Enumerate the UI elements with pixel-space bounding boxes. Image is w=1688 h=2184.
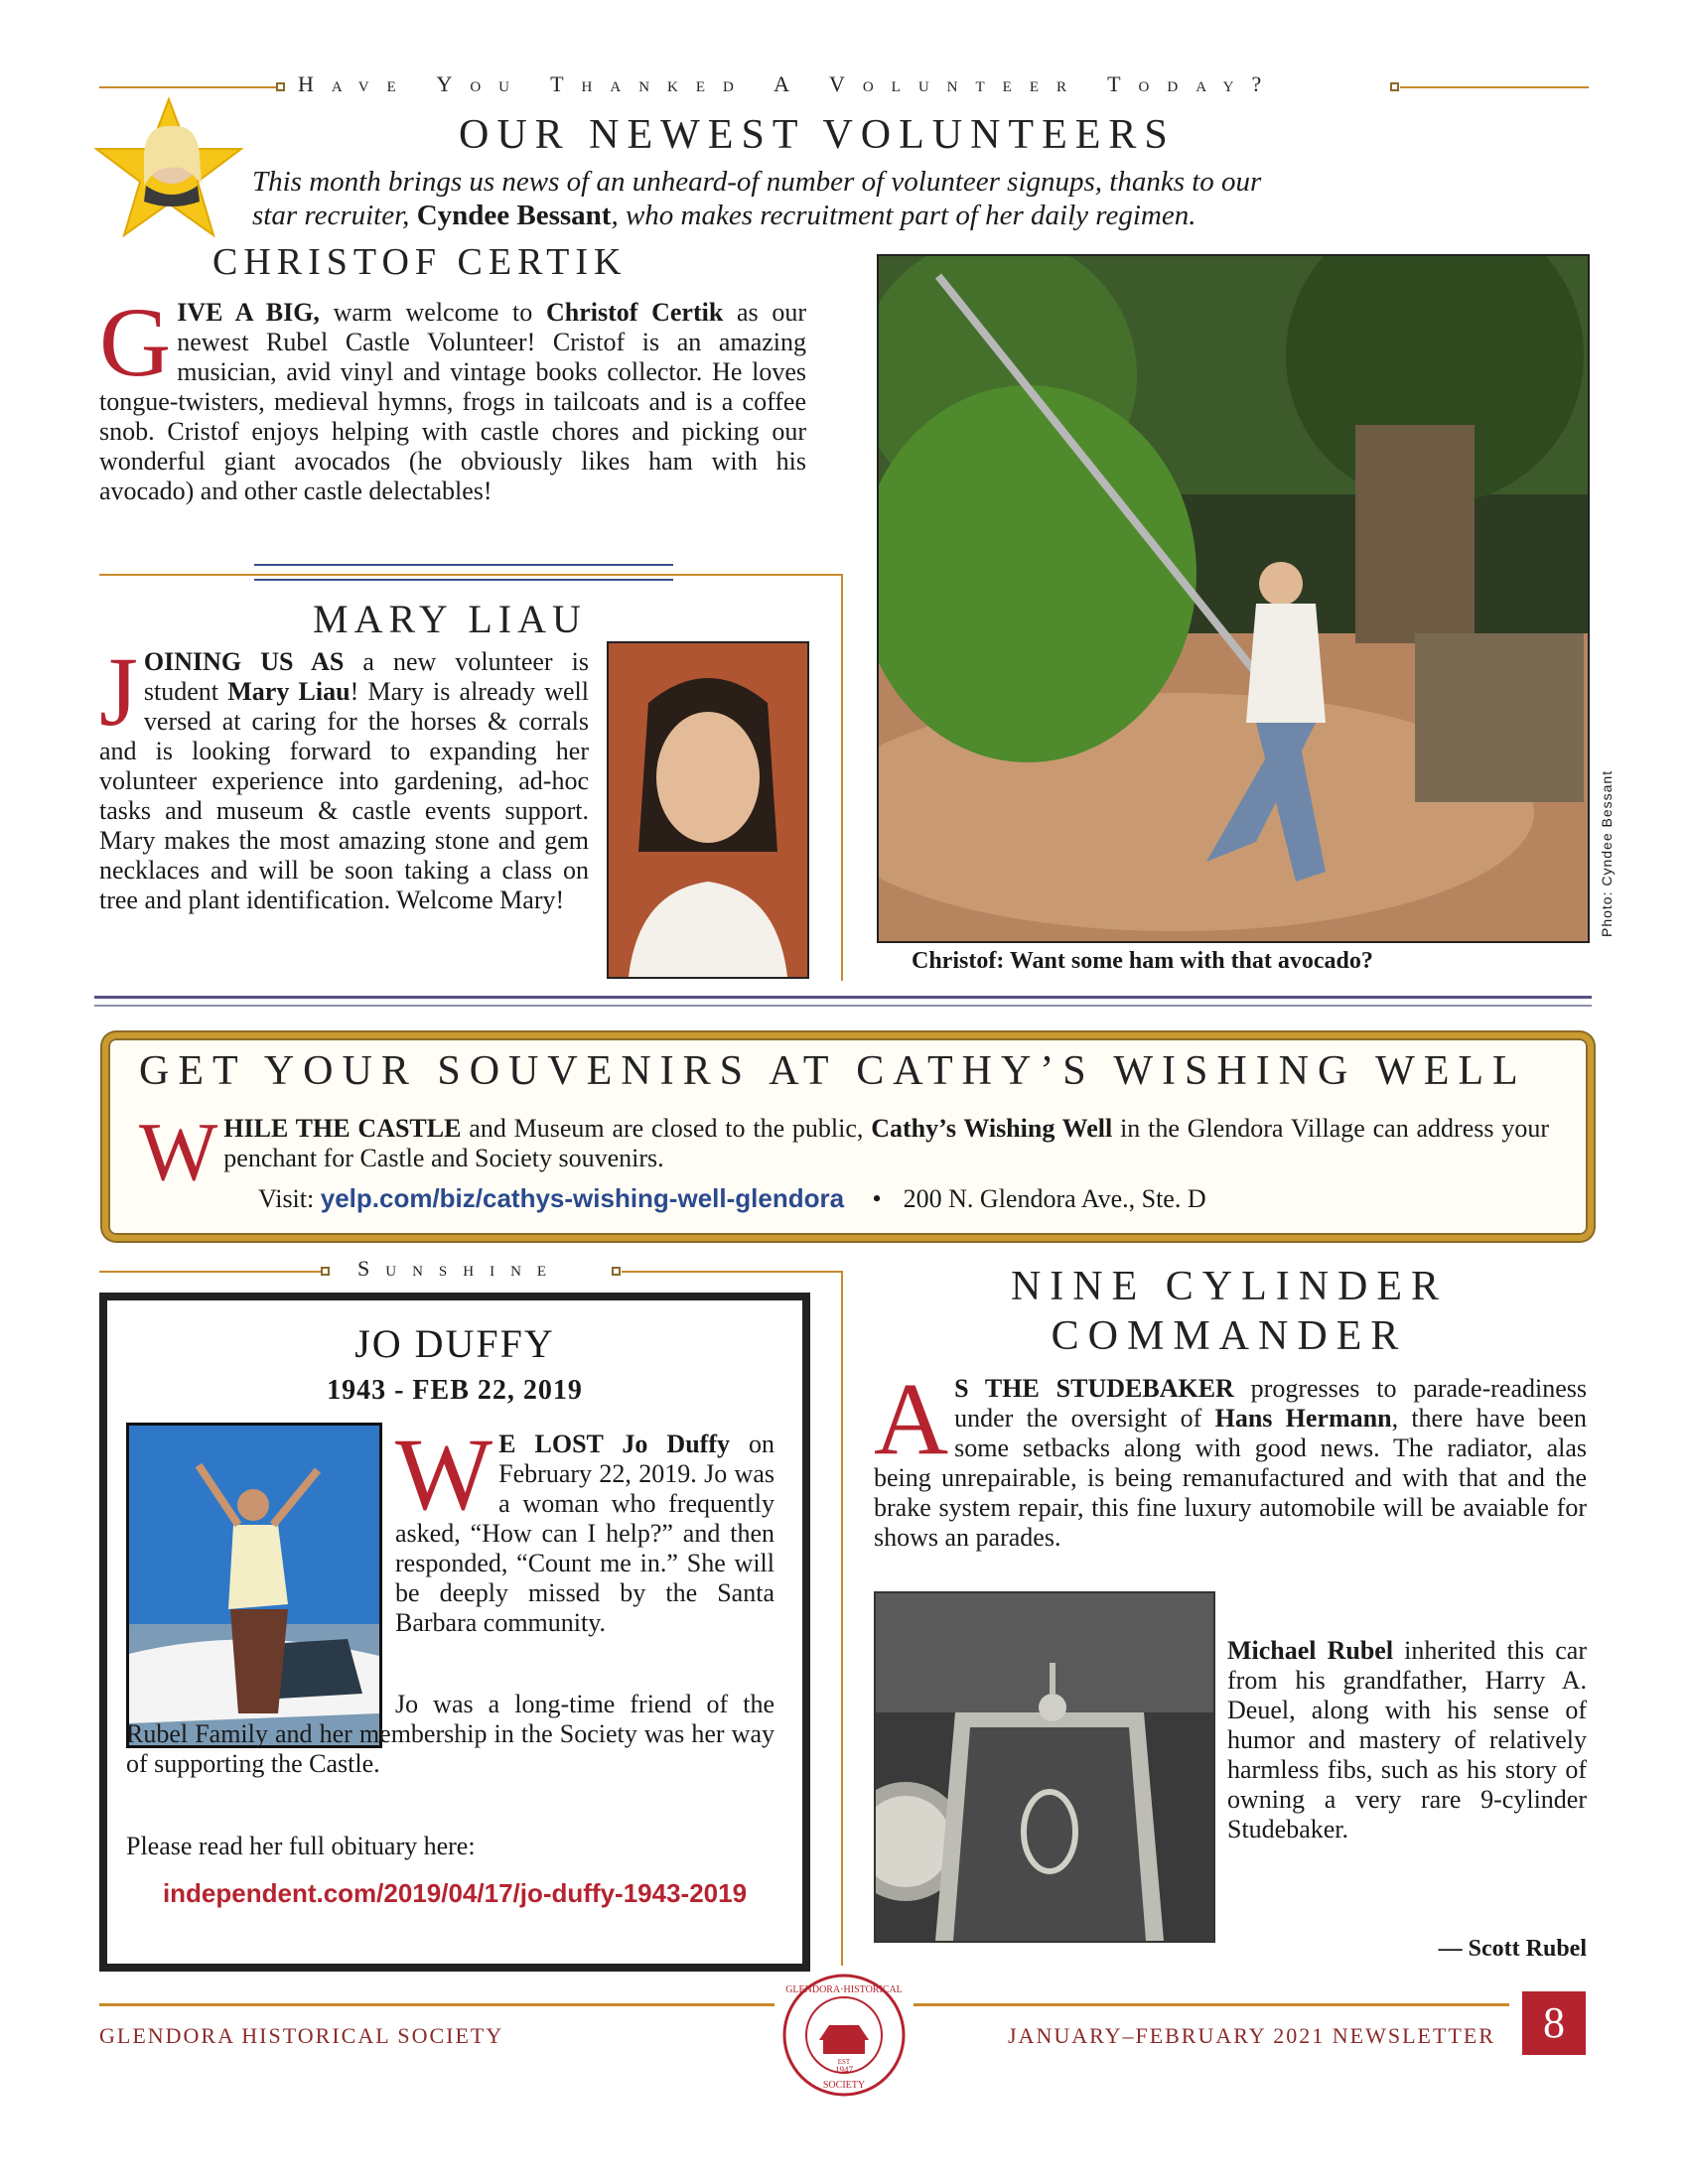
column-rule (841, 574, 843, 981)
society-seal (779, 1971, 909, 2100)
page-title: OUR NEWEST VOLUNTEERS (459, 112, 1176, 158)
obituary-text-2 (126, 1690, 774, 1779)
article-text: ! Mary is already well versed at caring for the horses & corrals and is looking forward to expanding her volunteer experience into gardening, ad-hoc tasks and museum & castle events support. Mary makes the most amazing stone and gem necklaces and will be soon taking a class on tree and plant identification. Welcome Mary! (99, 677, 590, 914)
mary-article (99, 636, 590, 915)
article-text: on February 22, 2019. Jo was a woman who frequently asked, “How can I help?” and then responded, “Count me in.” She will be deeply missed by the Santa Barbara community. (395, 1430, 775, 1637)
obituary-link[interactable]: independent.com/2019/04/17/jo-duffy-1943-2019 (162, 1878, 748, 1908)
section-rule (99, 574, 842, 576)
studebaker-photo (874, 1591, 1215, 1943)
section-double-rule (94, 996, 1592, 999)
section-double-rule (94, 1005, 1592, 1007)
commander-article-2 (1227, 1636, 1587, 1844)
intro-text: star recruiter, (252, 200, 417, 231)
article-text: progresses to parade-readiness under the oversight of (954, 1374, 1587, 1433)
article-text: a new volunteer is student (143, 647, 589, 706)
footer-rule-right (914, 2003, 1509, 2006)
commander-heading-1: NINE CYLINDER (1010, 1264, 1449, 1309)
article-text: and Museum are closed to the public, (461, 1114, 872, 1143)
wishing-well-heading: GET YOUR SOUVENIRS AT CATHY’S WISHING WELL (139, 1048, 1527, 1094)
footer-issue: JANUARY–FEBRUARY 2021 NEWSLETTER (1008, 2023, 1495, 2048)
seal-year: 1947 (835, 2065, 853, 2075)
christof-caption: Christof: Want some ham with that avocado? (912, 948, 1373, 974)
obituary-text (395, 1418, 775, 1638)
volunteer-name: Mary Liau (227, 677, 351, 706)
lead-in: IVE A BIG, (177, 298, 320, 327)
intro-paragraph (252, 165, 1593, 232)
sunshine-kicker: Sunshine (357, 1256, 563, 1281)
drop-cap: A (874, 1374, 949, 1476)
footer-society: GLENDORA HISTORICAL SOCIETY (99, 2023, 504, 2048)
bullet: • (872, 1184, 882, 1213)
commander-heading-2: COMMANDER (1051, 1313, 1408, 1359)
star-recruiter-avatar (94, 94, 243, 243)
seal-est: EST (837, 2058, 851, 2066)
author-signature: — Scott Rubel (1438, 1936, 1587, 1962)
mary-heading: MARY LIAU (313, 597, 587, 641)
divider (254, 564, 673, 566)
sunshine-ornament (321, 1267, 330, 1276)
header-rule-right (1400, 86, 1589, 88)
volunteer-name: Christof Certik (545, 298, 724, 327)
drop-cap: G (99, 287, 172, 397)
divider (254, 579, 673, 581)
photo-credit: Photo: Cyndee Bessant (1599, 769, 1615, 937)
page-number: 8 (1522, 1991, 1586, 2055)
column-rule (841, 1271, 843, 1966)
owner-name: Michael Rubel (1227, 1636, 1394, 1665)
header-rule-left (99, 86, 278, 88)
drop-cap: W (395, 1418, 493, 1532)
article-text: in the Glendora Village can address your penchant for Castle and Society souvenirs. (223, 1114, 1549, 1172)
drop-cap: J (99, 636, 138, 747)
lead-in: HILE THE CASTLE (223, 1114, 462, 1143)
footer-rule-left (99, 2003, 774, 2006)
mary-photo (607, 641, 809, 979)
sunshine-rule-right (622, 1271, 842, 1273)
header-ornament-right (1390, 82, 1399, 91)
obituary-dates: 1943 - FEB 22, 2019 (327, 1375, 583, 1406)
christof-heading: CHRISTOF CERTIK (212, 241, 628, 283)
christof-photo (877, 254, 1590, 943)
sunshine-rule-left (99, 1271, 323, 1273)
commander-article (874, 1374, 1587, 1602)
drop-cap: W (139, 1106, 218, 1198)
obituary-prompt: Please read her full obituary here: (126, 1832, 476, 1860)
article-text: Jo was a long-time friend of the Rubel Family and her membership in the Society was her way of supporting the Castle. (126, 1690, 774, 1778)
article-text: inherited this car from his grandfather, Harry A. Deuel, along with his sense of humor and mastery of relatively harmless fibs, such as his story of owning a very rare 9-cylinder Studebaker. (1227, 1636, 1587, 1843)
seal-bottom-text: SOCIETY (822, 2080, 866, 2091)
article-text: , there have been some setbacks along with good news. The radiator, alas being unrepairable, is being remanufactured and with that and the brake system repair, this fine luxury automobile will be avaiable for shows an parades. (874, 1404, 1587, 1552)
lead-in: S THE STUDEBAKER (954, 1374, 1234, 1403)
header-ornament-left (276, 82, 285, 91)
sunshine-ornament (612, 1267, 621, 1276)
seal-top-text: GLENDORA·HISTORICAL (785, 1984, 903, 1995)
shop-name: Cathy’s Wishing Well (871, 1114, 1113, 1143)
christof-article (99, 287, 806, 506)
address: 200 N. Glendora Ave., Ste. D (903, 1184, 1206, 1213)
obituary-name: JO DUFFY (354, 1321, 555, 1366)
visit-label: Visit: (258, 1184, 321, 1213)
visit-line (258, 1183, 1206, 1214)
recruiter-name: Cyndee Bessant (416, 200, 612, 231)
intro-line-1: This month brings us news of an unheard-of number of volunteer signups, thanks to our (252, 166, 1262, 198)
article-text: warm welcome to (319, 298, 546, 327)
header-kicker: Have You Thanked A Volunteer Today? (298, 71, 1280, 96)
wishing-well-link[interactable]: yelp.com/biz/cathys-wishing-well-glendora (320, 1183, 845, 1213)
lead-in: E LOST Jo Duffy (498, 1430, 730, 1458)
restorer-name: Hans Hermann (1214, 1404, 1392, 1433)
article-text: as our newest Rubel Castle Volunteer! Cristof is an amazing musician, avid vinyl and vintage books collector. He loves tongue-twisters, medieval hymns, frogs in tailcoats and is a coffee snob. Cristof enjoys helping with castle chores and picking our wonderful giant avocados (he obviously likes ham with his avocado) and other castle delectables! (99, 298, 806, 505)
intro-text-end: , who makes recruitment part of her daily regimen. (611, 200, 1196, 231)
lead-in: OINING US AS (143, 647, 345, 676)
